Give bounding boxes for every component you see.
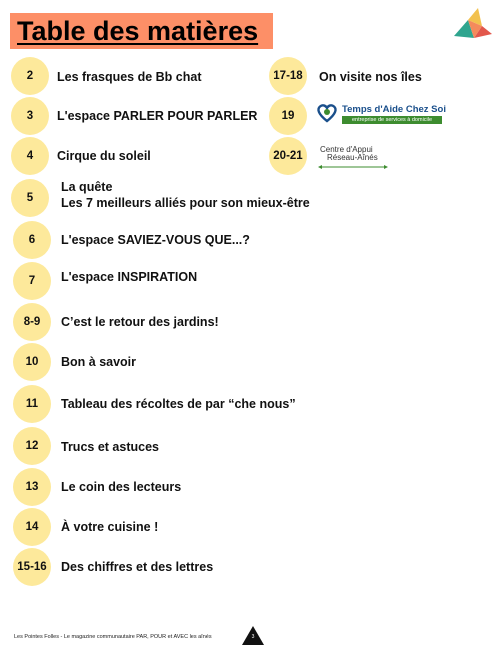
page-number-circle: 13 xyxy=(13,468,51,506)
page-number-circle: 7 xyxy=(13,262,51,300)
page-number-circle: 19 xyxy=(269,97,307,135)
page-number-circle: 15-16 xyxy=(13,548,51,586)
temps-aide-logo-name[interactable]: Temps d'Aide Chez Soi xyxy=(342,104,446,115)
page-number-circle: 20-21 xyxy=(269,137,307,175)
page-number-circle: 6 xyxy=(13,221,51,259)
page-number-circle: 5 xyxy=(11,179,49,217)
toc-entry-label[interactable]: L'espace INSPIRATION xyxy=(61,270,198,284)
centre-appui-arrow-icon xyxy=(318,164,388,170)
toc-entry-label[interactable]: Les frasques de Bb chat xyxy=(57,70,202,84)
page-number: 3 xyxy=(251,634,255,640)
page-number-circle: 4 xyxy=(11,137,49,175)
page-number-circle: 14 xyxy=(13,508,51,546)
page-number-circle: 11 xyxy=(13,385,51,423)
page-number-circle: 3 xyxy=(11,97,49,135)
page-number-circle: 17-18 xyxy=(269,57,307,95)
toc-entry-label[interactable]: Des chiffres et des lettres xyxy=(61,560,214,574)
page-number-circle: 12 xyxy=(13,427,51,465)
toc-entry-label[interactable]: Le coin des lecteurs xyxy=(61,480,182,494)
centre-appui-logo-line1[interactable]: Centre d'Appui xyxy=(320,145,373,154)
toc-entry-label[interactable]: L'espace SAVIEZ-VOUS QUE...? xyxy=(61,233,250,247)
page-number-circle: 8-9 xyxy=(13,303,51,341)
toc-entry-label[interactable]: Cirque du soleil xyxy=(57,149,151,163)
toc-entry-label[interactable]: Bon à savoir xyxy=(61,355,137,369)
page-number-circle: 10 xyxy=(13,343,51,381)
page-number-circle: 2 xyxy=(11,57,49,95)
temps-aide-heart-icon xyxy=(316,103,338,123)
centre-appui-logo-line2[interactable]: Réseau-Aînés xyxy=(327,153,378,162)
toc-entry-sublabel[interactable]: Les 7 meilleurs alliés pour son mieux-être xyxy=(61,196,310,210)
toc-entry-label[interactable]: C’est le retour des jardins! xyxy=(61,315,219,329)
magazine-logo-icon xyxy=(452,6,494,40)
toc-entry-label[interactable]: À votre cuisine ! xyxy=(61,520,159,534)
footer-text: Les Pointes Folles - Le magazine communautaire PAR, POUR et AVEC les aînés xyxy=(14,634,212,640)
temps-aide-logo-subtitle: entreprise de services à domicile xyxy=(342,116,442,124)
toc-entry-label[interactable]: On visite nos îles xyxy=(319,70,422,84)
toc-entry-label[interactable]: La quête xyxy=(61,180,113,194)
toc-entry-label[interactable]: L'espace PARLER POUR PARLER xyxy=(57,109,258,123)
page-title: Table des matières xyxy=(17,16,259,46)
toc-entry-label[interactable]: Tableau des récoltes de par “che nous” xyxy=(61,397,296,411)
toc-entry-label[interactable]: Trucs et astuces xyxy=(61,440,159,454)
